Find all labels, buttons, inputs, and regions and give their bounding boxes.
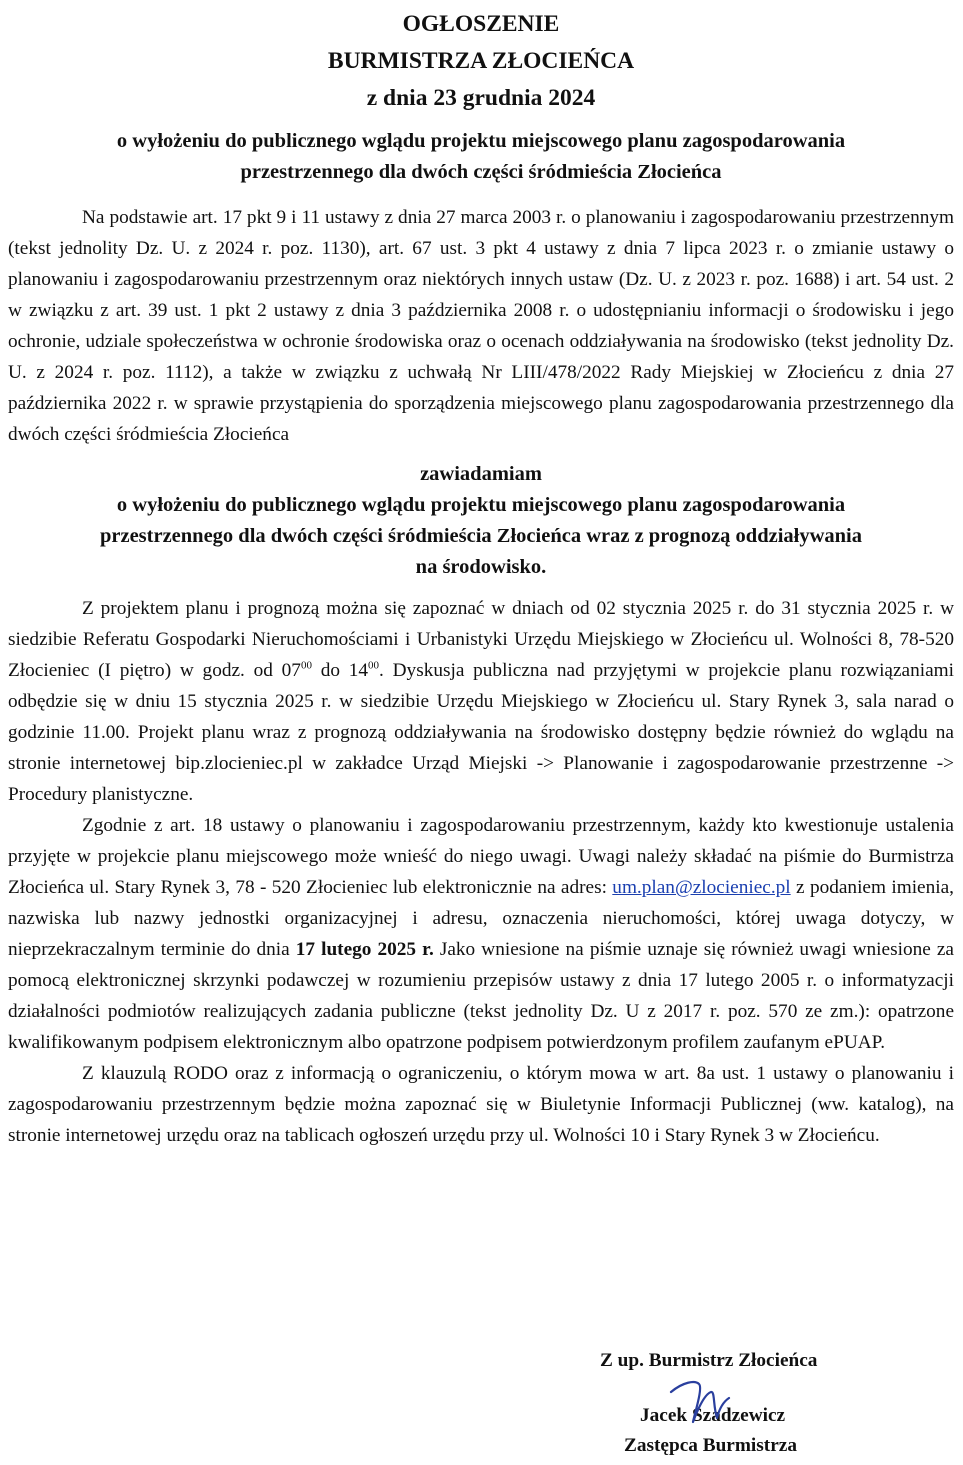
comments-paragraph — [8, 810, 954, 1058]
subject-line-1: o wyłożeniu do publicznego wglądu projektu miejscowego planu zagospodarowania — [116, 130, 846, 152]
notice-line-2: przestrzennego dla dwóch części śródmieścia Złocieńca wraz z prognozą oddziaływania — [99, 525, 862, 547]
access-text-b: do 14 — [311, 660, 369, 681]
rodo-paragraph: Z klauzulą RODO oraz z informacją o ograniczeniu, o którym mowa w art. 8a ust. 1 ustawy o planowaniu i zagospodarowaniu przestrzennym będzie można zapoznać się w Biuletynie Informacji Publicznej (ww. katalog), na stronie internetowej urzędu oraz na tablicach ogłoszeń urzędu przy ul. Wolności 10 i Stary Rynek 3 w Złocieńcu. — [8, 1063, 954, 1146]
legal-basis-paragraph: Na podstawie art. 17 pkt 9 i 11 ustawy z dnia 27 marca 2003 r. o planowaniu i zagospodarowaniu przestrzennym (tekst jednolity Dz. U. z 2024 r. poz. 1130), art. 67 ust. 3 pkt 4 ustawy z dnia 7 lipca 2023 r. o zmianie ustawy o planowaniu i zagospodarowaniu przestrzennym oraz niektórych innych ustaw (Dz. U. z 2023 r. poz. 1688) i art. 54 ust. 2 w związku z art. 39 ust. 1 pkt 2 ustawy z dnia 3 października 2008 r. o udostępnianiu informacji o środowisku i jego ochronie, udziale społeczeństwa w ochronie środowiska oraz o ocenach oddziaływania na środowisko (tekst jednolity Dz. U. z 2024 r. poz. 1112), a także w związku z uchwałą Nr LIII/478/2022 Rady Miejskiej w Złocieńcu z dnia 27 października 2022 r. w sprawie przystąpienia do sporządzenia miejscowego planu zagospodarowania przestrzennego dla dwóch części śródmieścia Złocieńca — [8, 207, 954, 445]
notify-word: zawiadamiam — [420, 463, 542, 485]
handwritten-signature-icon — [665, 1362, 735, 1432]
document-issuer: BURMISTRZA ZŁOCIEŃCA — [327, 48, 635, 74]
signature-role: Zastępca Burmistrza — [624, 1435, 797, 1456]
document-date: z dnia 23 grudnia 2024 — [366, 85, 596, 111]
email-link[interactable]: um.plan@zlocieniec.pl — [612, 877, 791, 898]
notice-line-3: na środowisko. — [415, 556, 547, 578]
comments-text-c: Jako wniesione na piśmie uznaje się również uwagi wniesione za pomocą elektronicznej skrzynki podawczej w rozumieniu przepisów ustawy z dnia 17 lutego 2005 r. o informatyzacji działalności podmiotów realizujących zadania publiczne (tekst jednolity Dz. U z 2017 r. poz. 570 ze zm.): opatrzone kwalifikowanym podpisem elektronicznym albo opatrzone podpisem potwierdzonym profilem zaufanym ePUAP. — [8, 939, 954, 1053]
document-title: OGŁOSZENIE — [402, 11, 560, 37]
subject-line-2: przestrzennego dla dwóch części śródmieścia Złocieńca — [240, 161, 722, 183]
comments-deadline: 17 lutego 2025 r. — [295, 939, 434, 960]
access-paragraph — [8, 593, 954, 810]
comments-text-b: z podaniem imienia, nazwiska lub nazwy jednostki organizacyjnej i adresu, oznaczenia nieruchomości, której uwaga dotyczy, w nieprzekraczalnym terminie do dnia — [8, 877, 954, 960]
hour-from-minutes: 00 — [300, 659, 312, 672]
announcement-document — [8, 6, 954, 1151]
hour-to-minutes: 00 — [368, 659, 380, 672]
comments-text-a: Zgodnie z art. 18 ustawy o planowaniu i zagospodarowaniu przestrzennym, każdy kto kwestionuje ustalenia przyjęte w projekcie planu miejscowego może wnieść do niego uwagi. Uwagi należy składać na piśmie do Burmistrza Złocieńca ul. Stary Rynek 3, 78 - 520 Złocieniec lub elektronicznie na adres: — [8, 815, 954, 898]
notice-subject — [8, 490, 954, 583]
access-text-c: . Dyskusja publiczna nad przyjętymi w projekcie planu rozwiązaniami odbędzie się w dniu 15 stycznia 2025 r. w siedzibie Urzędu Miejskiego w Złocieńcu ul. Stary Rynek 3, sala narad o godzinie 11.00. Projekt planu wraz z prognozą oddziaływania na środowisko dostępny będzie również do wglądu na stronie internetowej bip.zlocieniec.pl w zakładce Urząd Miejski -> Planowanie i zagospodarowanie przestrzenne -> Procedury planistyczne. — [8, 660, 955, 805]
document-subject — [8, 126, 954, 188]
notice-line-1: o wyłożeniu do publicznego wglądu projektu miejscowego planu zagospodarowania — [116, 494, 846, 516]
signature-name: Jacek Szadzewicz — [640, 1405, 786, 1426]
signature-on-behalf: Z up. Burmistrz Złocieńca — [600, 1350, 818, 1371]
access-text-a: Z projektem planu i prognozą można się zapoznać w dniach od 02 stycznia 2025 r. do 31 stycznia 2025 r. w siedzibie Referatu Gospodarki Nieruchomościami i Urbanistyki Urzędu Miejskiego w Złocieńcu ul. Wolności 8, 78-520 Złocieniec (I piętro) w godz. od 07 — [8, 598, 954, 681]
